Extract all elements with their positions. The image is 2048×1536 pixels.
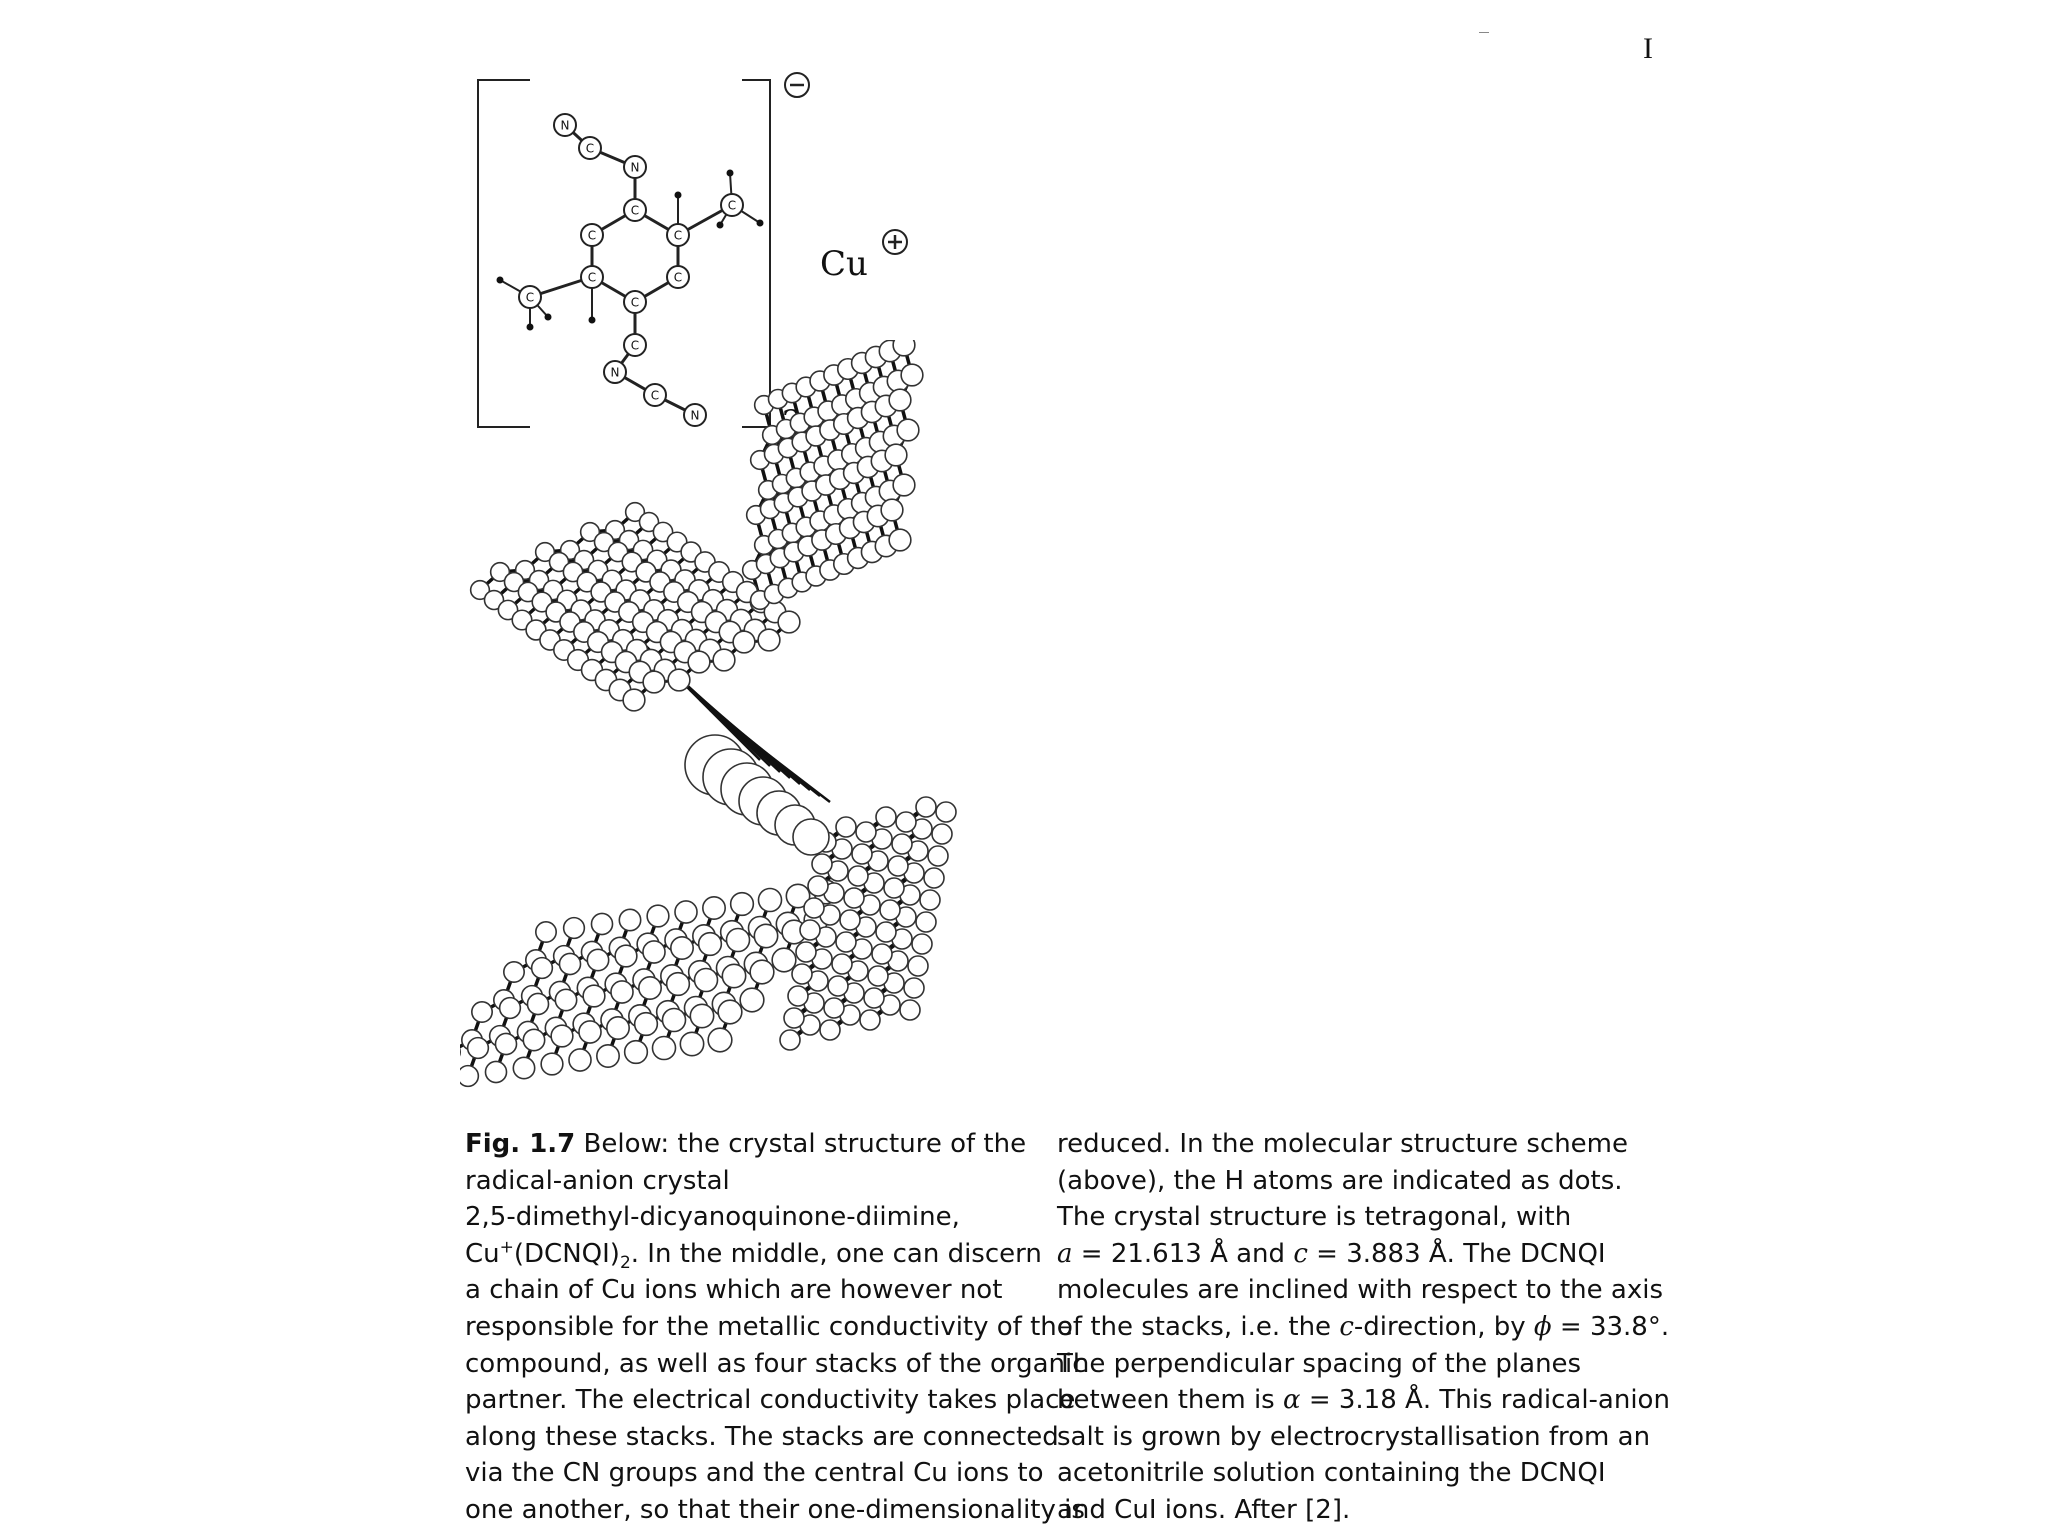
crystal-atom (733, 631, 755, 653)
crystal-atom (904, 978, 924, 998)
crystal-atom (740, 988, 764, 1012)
crystal-atom (852, 844, 872, 864)
crystal-atom (848, 866, 868, 886)
formula-dcnqi: (DCNQI) (513, 1238, 620, 1269)
caption-text: = 3.18 Å. This radical-anion (1300, 1385, 1670, 1416)
crystal-atom (500, 998, 521, 1019)
crystal-atom (908, 956, 928, 976)
crystal-atom (671, 937, 693, 959)
crystal-atom (485, 1061, 506, 1082)
crystal-atom (876, 922, 896, 942)
crystal-atom (916, 797, 936, 817)
hydrogen-dot (545, 314, 552, 321)
caption-line: salt is grown by electrocrystallisation from an (1057, 1421, 1651, 1452)
crystal-atom (708, 1028, 732, 1052)
crystal-atom (611, 981, 633, 1003)
caption-line: The crystal structure is tetragonal, with (1057, 1202, 1572, 1233)
crystal-atom (893, 474, 915, 496)
hydrogen-dot (675, 192, 682, 199)
math-c: c (1339, 1311, 1354, 1342)
crystal-atom (897, 419, 919, 441)
crystal-atom (808, 876, 828, 896)
math-a: a (1057, 1238, 1073, 1269)
caption-line: a chain of Cu ions which are however not (465, 1275, 1003, 1306)
crystal-atom (536, 922, 556, 942)
caption-text: = 21.613 Å and (1072, 1238, 1294, 1269)
crystal-atom (569, 1049, 591, 1071)
crystal-atom (583, 985, 605, 1007)
crystal-atom (472, 1002, 492, 1022)
crystal-atom (625, 1041, 648, 1064)
crystal-atom (784, 1008, 804, 1028)
crystal-atom (896, 812, 916, 832)
caption-line: molecules are inclined with respect to the axis (1057, 1275, 1663, 1306)
crystal-atom (885, 444, 907, 466)
svg-text:C: C (650, 388, 660, 403)
crystal-atom (713, 649, 735, 671)
caption-line: acetonitrile solution containing the DCNQI (1057, 1458, 1606, 1489)
crystal-atom (559, 953, 580, 974)
caption-line: and CuI ions. After [2]. (1057, 1494, 1351, 1525)
crystal-atom (868, 966, 888, 986)
svg-text:C: C (673, 228, 683, 243)
crystal-atom (793, 819, 829, 855)
caption-line: radical-anion crystal (465, 1165, 730, 1196)
hydrogen-dot (527, 324, 534, 331)
caption-line: reduced. In the molecular structure scheme (1057, 1129, 1628, 1159)
caption-line: responsible for the metallic conductivity of the (465, 1311, 1073, 1342)
svg-text:C: C (585, 141, 595, 156)
caption-line (465, 1126, 1040, 1163)
crystal-atom (844, 888, 864, 908)
hydrogen-dot (717, 222, 724, 229)
svg-text:C: C (727, 198, 737, 213)
crystal-atom (884, 878, 904, 898)
crystal-atom (754, 924, 777, 947)
crystal-atom (772, 948, 796, 972)
crystal-atom (532, 958, 553, 979)
crystal-atom (495, 1033, 516, 1054)
crystal-atom (527, 993, 548, 1014)
crystal-atom (888, 856, 908, 876)
crystal-atom (892, 834, 912, 854)
crystal-atom (555, 989, 576, 1010)
math-c: c (1293, 1238, 1308, 1269)
atom-c (519, 286, 541, 308)
crystal-atom (579, 1021, 601, 1043)
crystal-atom (541, 1053, 563, 1075)
caption-text: = 33.8°. (1551, 1311, 1670, 1342)
crystal-atom (750, 960, 774, 984)
crystal-atom (876, 807, 896, 827)
caption-line: via the CN groups and the central Cu ions to (465, 1458, 1044, 1489)
crystal-atom (836, 817, 856, 837)
caption-line: partner. The electrical conductivity takes place (465, 1385, 1076, 1416)
svg-text:C: C (630, 338, 640, 353)
atom-c (624, 199, 646, 221)
atom-c (667, 266, 689, 288)
hydrogen-dot (589, 317, 596, 324)
atom-n (554, 114, 576, 136)
crystal-atom (504, 962, 524, 982)
crystal-atom (881, 499, 903, 521)
crystal-atom (587, 949, 608, 970)
crystal-atom (591, 913, 612, 934)
caption-line: along these stacks. The stacks are connected (465, 1421, 1059, 1452)
crystal-atom (635, 1013, 658, 1036)
caption-line: (above), the H atoms are indicated as dots. (1057, 1165, 1623, 1196)
crystal-atom (662, 1008, 685, 1031)
hydrogen-dot (497, 277, 504, 284)
crystal-atom (796, 942, 816, 962)
crystal-atom (623, 689, 645, 711)
page-corner-mark: I (1643, 32, 1653, 65)
crystal-atom (864, 988, 884, 1008)
crystal-atom (758, 888, 781, 911)
crystal-atom (812, 854, 832, 874)
caption-text: between them is (1057, 1385, 1283, 1416)
crystal-atom (726, 928, 749, 951)
caption-line: compound, as well as four stacks of the organic (465, 1348, 1087, 1379)
caption-left-column (465, 1126, 1087, 1529)
atom-c (581, 266, 603, 288)
scan-tick (1479, 32, 1489, 33)
atom-c (581, 224, 603, 246)
atom-n (624, 156, 646, 178)
caption-text: = 3.883 Å. The DCNQI (1307, 1238, 1606, 1269)
crystal-atom (513, 1057, 534, 1078)
formula-cu: Cu (465, 1238, 500, 1269)
crystal-atom (889, 529, 911, 551)
hydrogen-dot (727, 170, 734, 177)
crystal-atom (860, 1010, 880, 1030)
crystal-atom (804, 898, 824, 918)
crystal-atom (699, 933, 722, 956)
caption-text: . In the middle, one can discern (630, 1238, 1042, 1269)
crystal-atom (820, 1020, 840, 1040)
svg-text:C: C (587, 270, 597, 285)
crystal-atom (800, 920, 820, 940)
caption-text: of the stacks, i.e. the (1057, 1311, 1340, 1342)
svg-text:N: N (560, 118, 570, 133)
crystal-atom (703, 897, 725, 919)
crystal-atom (680, 1032, 703, 1055)
svg-text:C: C (587, 228, 597, 243)
caption-line (465, 1236, 1040, 1273)
caption-line: The perpendicular spacing of the planes (1057, 1348, 1582, 1379)
crystal-atom (551, 1025, 573, 1047)
caption-text: Below: the crystal structure of the (575, 1129, 1027, 1159)
svg-text:C: C (630, 295, 640, 310)
crystal-atom (900, 1000, 920, 1020)
crystal-atom (597, 1045, 619, 1067)
svg-text:N: N (610, 365, 620, 380)
crystal-atom (936, 802, 956, 822)
caption-text: -direction, by (1353, 1311, 1534, 1342)
crystal-atom (647, 905, 669, 927)
figure-label: Fig. 1.7 (465, 1129, 576, 1159)
crystal-atom (722, 964, 745, 987)
caption-line (1057, 1309, 1670, 1346)
crystal-atom (460, 1066, 478, 1087)
crystal-atom (690, 1004, 713, 1027)
crystal-atom (778, 611, 800, 633)
svg-text:C: C (630, 203, 640, 218)
svg-text:N: N (630, 160, 640, 175)
crystal-atom (928, 846, 948, 866)
crystal-atom (824, 998, 844, 1018)
math-phi: ϕ (1533, 1311, 1552, 1342)
crystal-atom (920, 890, 940, 910)
crystal-atom (643, 941, 665, 963)
crystal-atom (880, 900, 900, 920)
atom-c (579, 137, 601, 159)
crystal-atom (840, 910, 860, 930)
crystal-atom (667, 973, 690, 996)
crystal-atom (718, 1000, 742, 1024)
crystal-atom (668, 669, 690, 691)
crystal-atom (916, 912, 936, 932)
crystal-atom (523, 1029, 544, 1050)
caption-line: 2,5-dimethyl-dicyanoquinone-diimine, (465, 1202, 960, 1233)
crystal-atom (901, 364, 923, 386)
crystal-atom (828, 976, 848, 996)
crystal-atom (856, 822, 876, 842)
crystal-atom (643, 671, 665, 693)
atom-c (721, 194, 743, 216)
crystal-atom (832, 954, 852, 974)
crystal-atom (758, 629, 780, 651)
caption-right-column (1057, 1126, 1670, 1529)
crystal-atom (688, 651, 710, 673)
crystal-atom (889, 389, 911, 411)
crystal-atom (468, 1038, 489, 1059)
crystal-atom (893, 340, 915, 356)
crystal-atom (780, 1030, 800, 1050)
crystal-atom (872, 944, 892, 964)
cation-label: Cu (820, 244, 868, 284)
crystal-atom (564, 918, 585, 939)
crystal-atom (788, 986, 808, 1006)
crystal-atom (652, 1036, 675, 1059)
crystal-atom (694, 968, 717, 991)
svg-text:C: C (525, 290, 535, 305)
atom-c (624, 291, 646, 313)
formula-cu-charge: + (499, 1237, 514, 1258)
caption-line: one another, so that their one-dimensionality is (465, 1494, 1085, 1525)
caption-line (1057, 1382, 1670, 1419)
crystal-atom (675, 901, 697, 923)
crystal-atom (836, 932, 856, 952)
crystal-structure-drawing (460, 340, 1250, 1120)
crystal-atom (932, 824, 952, 844)
crystal-atom (924, 868, 944, 888)
crystal-atom (607, 1017, 629, 1039)
caption-line (1057, 1236, 1637, 1273)
hydrogen-dot (757, 220, 764, 227)
crystal-atom (731, 893, 754, 916)
crystal-atom (639, 977, 661, 999)
atom-c (667, 224, 689, 246)
formula-subscript: 2 (619, 1252, 631, 1273)
crystal-atom (792, 964, 812, 984)
crystal-atom (615, 945, 637, 967)
svg-text:N: N (690, 408, 700, 423)
crystal-atom (619, 909, 640, 930)
crystal-atom (912, 934, 932, 954)
svg-text:C: C (673, 270, 683, 285)
math-alpha: α (1283, 1385, 1301, 1416)
